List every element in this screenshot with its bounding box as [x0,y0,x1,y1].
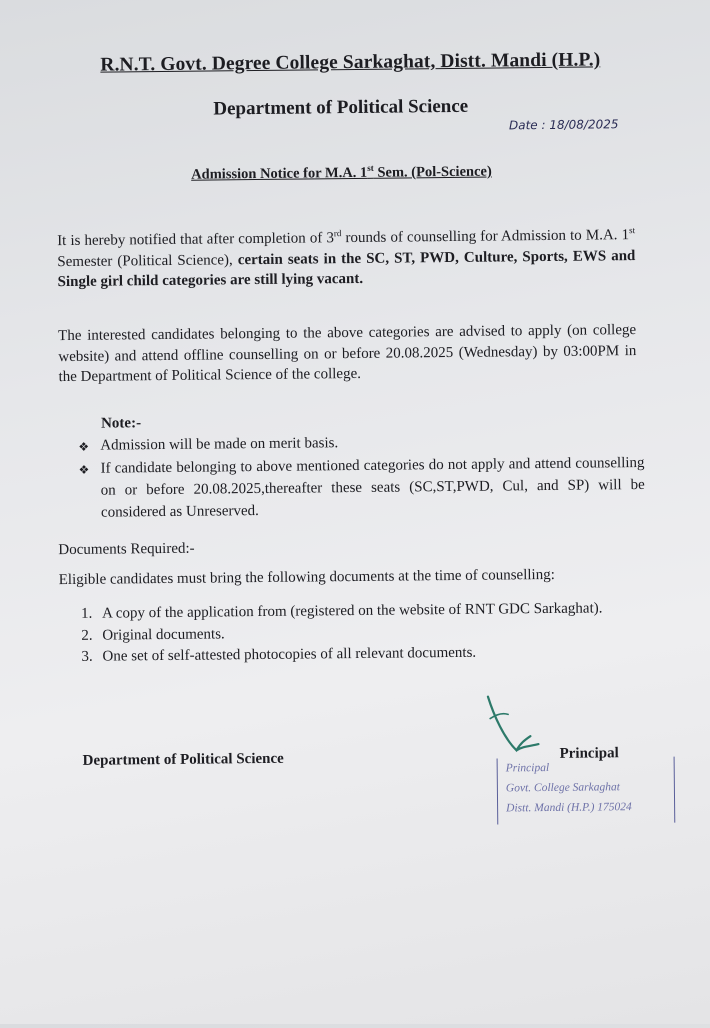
intro-paragraph: It is hereby notified that after completion of 3rd rounds of counselling for Admission to M.A. 1st Semester (Political Science), certain seats in the SC, ST, PWD, Culture, Sports, EWS and Single girl child categories are still lying vacant. [57,225,636,291]
list-item: 2. Original documents. [81,625,225,644]
principal-signature-label: Principal [559,745,619,762]
vacant-categories-text: certain seats in the SC, ST, PWD, Culture, Sports, EWS and Single girl child categories are still lying vacant. [57,247,636,291]
documents-list [81,598,647,668]
note-list [78,429,645,524]
department-signature-label: Department of Political Science [82,750,284,769]
note-item: ❖ If candidate belonging to above mentioned categories do not apply and attend counselling on or before 20.08.2025,thereafter these seats (SC,ST,PWD, Cul, and SP) will be considered as Unreserved. [78,452,645,524]
diamond-bullet-icon: ❖ [78,462,90,477]
instructions-paragraph: The interested candidates belonging to the above categories are advised to apply (on college website) and attend offline counselling on or before 20.08.2025 (Wednesday) by 03:00PM in the Department of Political Science of the college. [58,322,637,386]
principal-stamp: Principal Govt. College Sarkaghat Distt. Mandi (H.P.) 175024 [497,757,676,825]
handwritten-signature [482,688,563,769]
note-item: ❖ Admission will be made on merit basis. [78,429,644,458]
documents-heading: Documents Required:- [58,540,195,559]
list-item: 3. One set of self-attested photocopies of all relevant documents. [81,644,477,665]
note-heading: Note:- [100,415,142,432]
handwritten-date: Date : 18/08/2025 [508,117,619,133]
notice-title: Admission Notice for M.A. 1st Sem. (Pol-Science) [191,162,492,183]
list-item: 1. A copy of the application from (registered on the website of RNT GDC Sarkaghat). [80,600,603,622]
department-heading: Department of Political Science [213,95,469,120]
college-title: R.N.T. Govt. Degree College Sarkaghat, Distt. Mandi (H.P.) [100,49,601,76]
diamond-bullet-icon: ❖ [78,439,90,454]
documents-intro: Eligible candidates must bring the following documents at the time of counselling: [58,566,555,589]
